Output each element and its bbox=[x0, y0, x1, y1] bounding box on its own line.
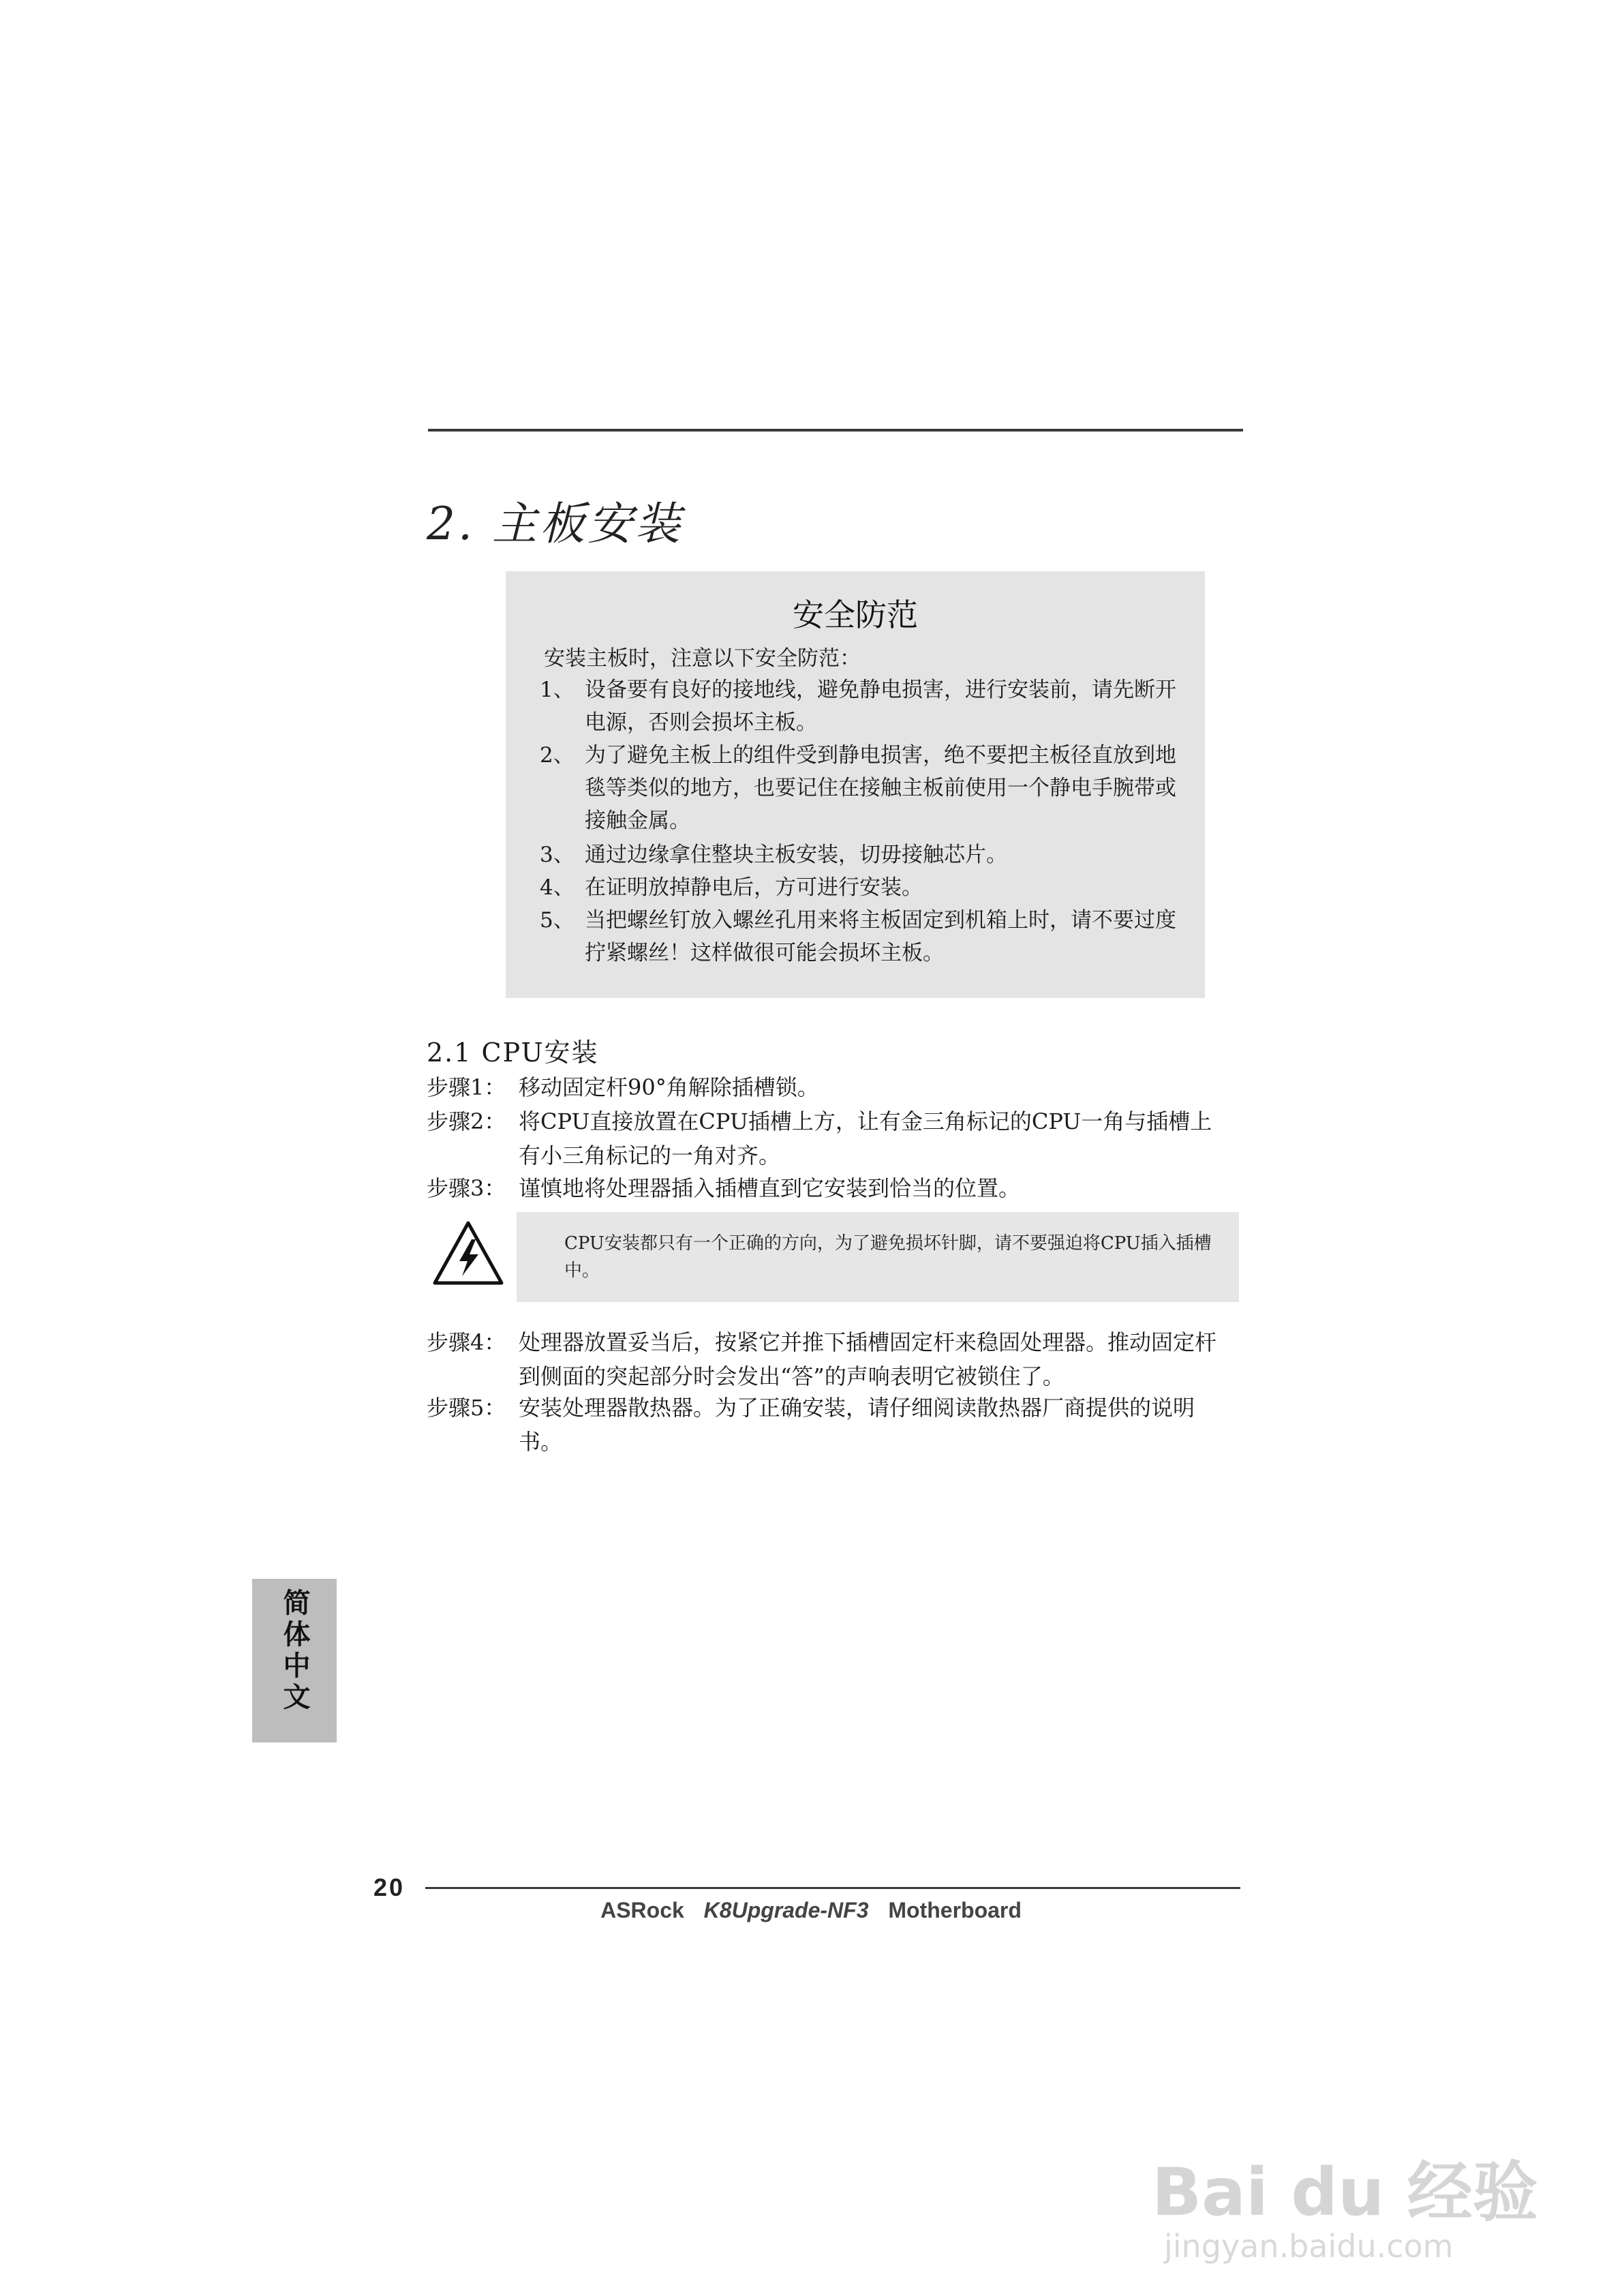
step-text: 谨慎地将处理器插入插槽直到它安装到恰当的位置。 bbox=[519, 1175, 1021, 1201]
safety-item-number: 1、 bbox=[540, 678, 575, 702]
install-step bbox=[427, 1104, 1231, 1173]
safety-item bbox=[540, 839, 1187, 871]
step-text: 安装处理器散热器。为了正确安装，请仔细阅读散热器厂商提供的说明书。 bbox=[519, 1395, 1195, 1455]
safety-item-number: 2、 bbox=[540, 743, 575, 768]
safety-item bbox=[540, 871, 1187, 904]
safety-item-number: 3、 bbox=[540, 843, 575, 867]
install-step bbox=[427, 1391, 1231, 1459]
page-number: 20 bbox=[373, 1873, 406, 1901]
baidu-watermark bbox=[1152, 2141, 1588, 2277]
footer-brand: ASRock bbox=[600, 1898, 684, 1922]
step-label: 步骤3： bbox=[427, 1175, 506, 1201]
safety-item-text: 在证明放掉静电后，方可进行安装。 bbox=[585, 875, 923, 900]
safety-item bbox=[540, 904, 1187, 969]
warning-icon bbox=[431, 1219, 506, 1287]
safety-item-text: 为了避免主板上的组件受到静电损害，绝不要把主板径直放到地毯等类似的地方，也要记住在接触主板前使用一个静电手腕带或接触金属。 bbox=[585, 743, 1176, 833]
footer-product-name bbox=[0, 1898, 1622, 1923]
install-step bbox=[427, 1171, 1231, 1205]
step-text: 处理器放置妥当后，按紧它并推下插槽固定杆来稳固处理器。推动固定杆到侧面的突起部分时会发出“答”的声响表明它被锁住了。 bbox=[519, 1329, 1217, 1389]
safety-item-text: 设备要有良好的接地线，避免静电损害，进行安装前，请先断开电源，否则会损坏主板。 bbox=[585, 678, 1176, 735]
safety-intro: 安装主板时，注意以下安全防范： bbox=[544, 646, 861, 671]
section-heading: 2.1 CPU安装 bbox=[427, 1038, 599, 1068]
footer-model: K8Upgrade-NF3 bbox=[703, 1898, 869, 1922]
safety-title: 安全防范 bbox=[793, 596, 918, 633]
safety-item-text: 通过边缘拿住整块主板安装，切毋接触芯片。 bbox=[585, 843, 1007, 867]
install-step bbox=[427, 1070, 1231, 1104]
install-step bbox=[427, 1325, 1231, 1393]
safety-item bbox=[540, 739, 1187, 837]
step-label: 步骤1： bbox=[427, 1074, 506, 1100]
watermark-brand: Bai du 经验 bbox=[1152, 2154, 1538, 2231]
watermark-url: jingyan.baidu.com bbox=[1164, 2228, 1454, 2265]
safety-item-text: 当把螺丝钉放入螺丝孔用来将主板固定到机箱上时，请不要过度拧紧螺丝！这样做很可能会损坏主板。 bbox=[585, 908, 1176, 965]
chapter-title: 2. 主板安装 bbox=[427, 498, 683, 550]
language-side-tab bbox=[252, 1579, 337, 1742]
warning-note bbox=[517, 1212, 1239, 1302]
safety-precautions-box bbox=[506, 571, 1205, 998]
safety-item-number: 5、 bbox=[540, 908, 575, 933]
top-rule bbox=[428, 429, 1243, 432]
language-label: 简体中文 bbox=[279, 1588, 310, 1714]
step-label: 步骤4： bbox=[427, 1329, 506, 1355]
footer-product: Motherboard bbox=[888, 1898, 1022, 1922]
step-label: 步骤5： bbox=[427, 1395, 506, 1421]
step-text: 移动固定杆90°角解除插槽锁。 bbox=[519, 1074, 819, 1100]
warning-text: CPU安装都只有一个正确的方向，为了避免损坏针脚，请不要强迫将CPU插入插槽中。 bbox=[564, 1233, 1212, 1281]
safety-item bbox=[540, 674, 1187, 739]
footer-rule bbox=[425, 1887, 1240, 1889]
step-text: 将CPU直接放置在CPU插槽上方，让有金三角标记的CPU一角与插槽上有小三角标记的一角对齐。 bbox=[519, 1108, 1212, 1168]
safety-item-number: 4、 bbox=[540, 875, 575, 900]
step-label: 步骤2： bbox=[427, 1108, 506, 1134]
